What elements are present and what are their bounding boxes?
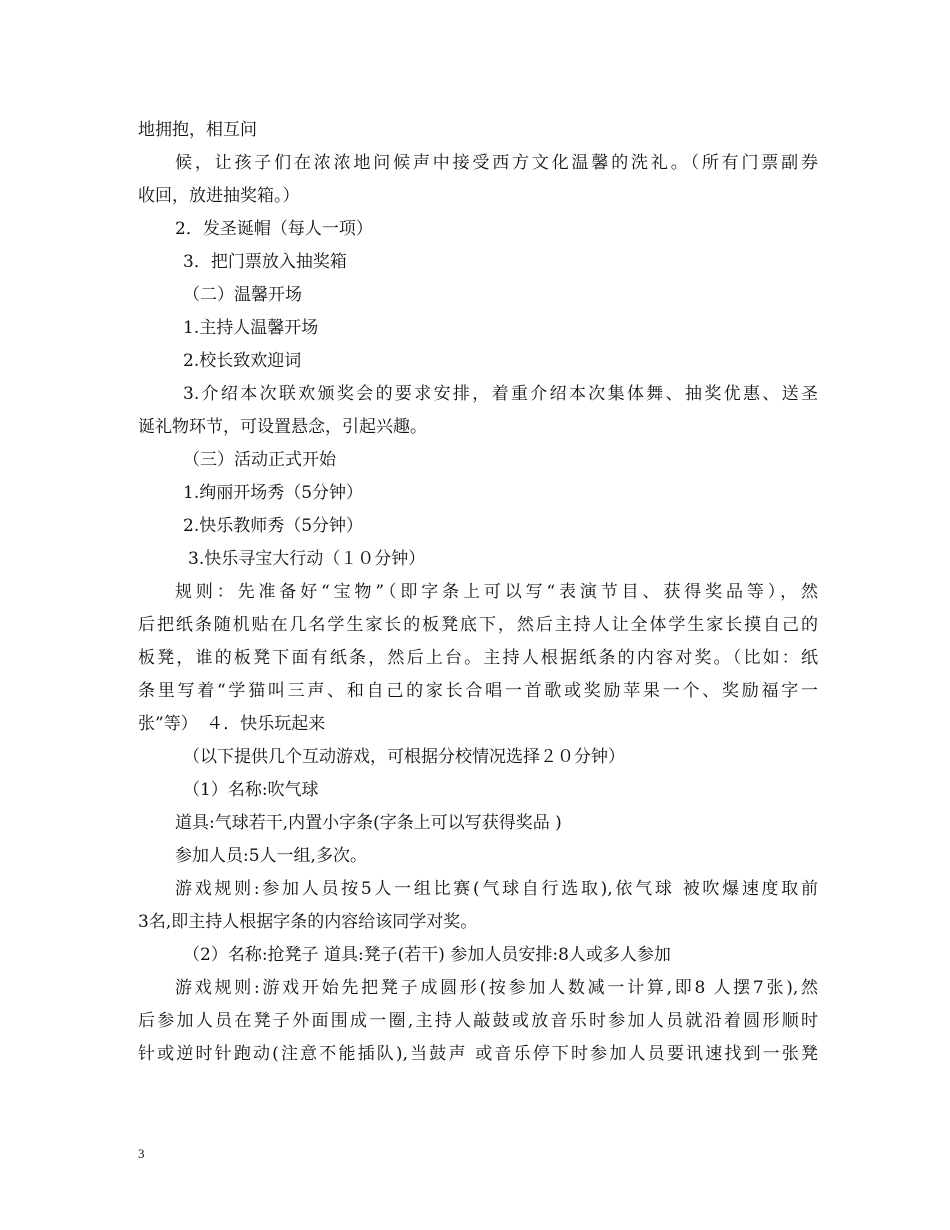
text-line: 张”等） ４．快乐玩起来 — [138, 714, 326, 734]
text-line: 条里写着“学猫叫三声、和自己的家长合唱一首歌或奖励苹果一个、奖励福字一 — [138, 681, 818, 701]
section-heading: （三）活动正式开始 — [183, 450, 336, 470]
text-line: 2.快乐教师秀（5分钟） — [183, 516, 364, 536]
text-line: 后把纸条随机贴在几名学生家长的板凳底下，然后主持人让全体学生家长摸自己的 — [138, 615, 818, 635]
text-line: 板凳，谁的板凳下面有纸条，然后上台。主持人根据纸条的内容对奖。（比如：纸 — [138, 648, 818, 668]
section-heading: （二）温馨开场 — [183, 285, 302, 305]
text-line: 3.介绍本次联欢颁奖会的要求安排，着重介绍本次集体舞、抽奖优惠、送圣 — [183, 384, 818, 404]
text-line: 参加人员:5人一组,多次。 — [175, 846, 367, 866]
text-line: 诞礼物环节，可设置悬念，引起兴趣。 — [138, 417, 427, 437]
text-line: 针或逆时针跑动(注意不能插队),当鼓声 或音乐停下时参加人员要讯速找到一张凳 — [138, 1044, 818, 1064]
text-line: 游戏规则:游戏开始先把凳子成圆形(按参加人数减一计算,即8 人摆7张),然 — [175, 978, 818, 998]
text-line: 后参加人员在凳子外面围成一圈,主持人敲鼓或放音乐时参加人员就沿着圆形顺时 — [138, 1011, 818, 1031]
text-line: 收回，放进抽奖箱。） — [138, 186, 300, 206]
text-line: 地拥抱，相互问 — [138, 120, 257, 140]
text-line: （2）名称:抢凳子 道具:凳子(若干) 参加人员安排:8人或多人参加 — [183, 945, 671, 965]
text-line: （1）名称:吹气球 — [183, 780, 319, 800]
text-line: 2．发圣诞帽（每人一项） — [175, 219, 373, 239]
text-line: 游戏规则:参加人员按5人一组比赛(气球自行选取),依气球 被吹爆速度取前 — [175, 879, 818, 899]
page-number: 3 — [138, 1146, 145, 1161]
text-line: 2.校长致欢迎词 — [183, 351, 302, 371]
text-line: 1.主持人温馨开场 — [183, 318, 319, 338]
text-line: 道具:气球若干,内置小字条(字条上可以写获得奖品 ) — [175, 813, 562, 833]
text-line: 规则：先准备好“宝物”（即字条上可以写“表演节目、获得奖品等），然 — [175, 582, 818, 602]
text-line: 3．把门票放入抽奖箱 — [183, 252, 347, 272]
text-line: 候，让孩子们在浓浓地问候声中接受西方文化温馨的洗礼。（所有门票副券 — [175, 153, 818, 173]
text-line: 3名,即主持人根据字条的内容给该同学对奖。 — [138, 912, 478, 932]
text-line: （以下提供几个互动游戏，可根据分校情况选择２０分钟） — [183, 747, 625, 767]
text-line: 3.快乐寻宝大行动（１０分钟） — [188, 549, 426, 569]
text-line: 1.绚丽开场秀（5分钟） — [183, 483, 364, 503]
